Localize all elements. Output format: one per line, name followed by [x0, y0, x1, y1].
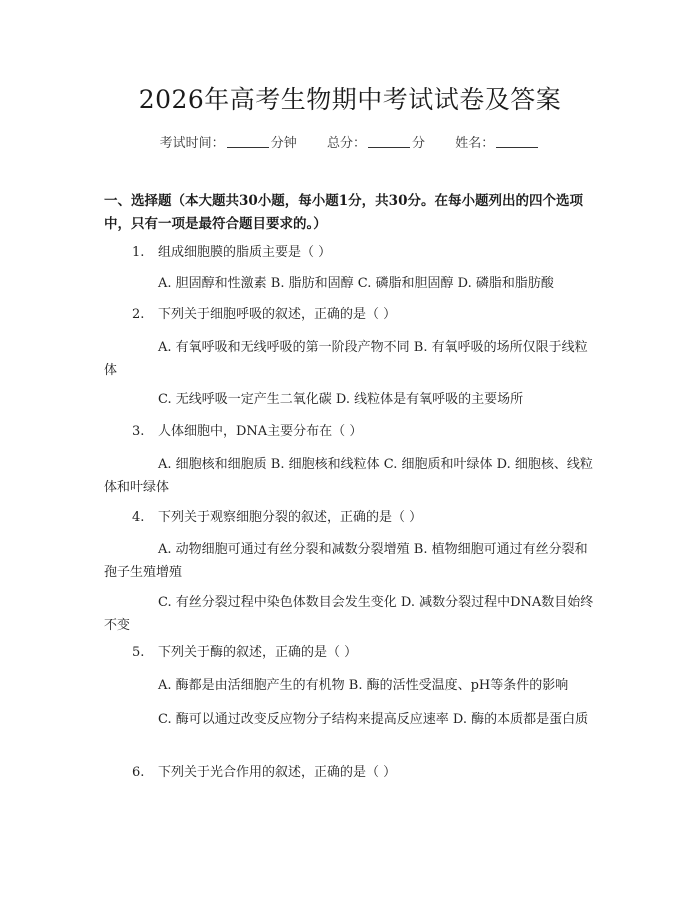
question-4-options-cd: C. 有丝分裂过程中染色体数目会发生变化 D. 减数分裂过程中DNA数目始终不变 — [104, 595, 594, 633]
question-3-options: A. 细胞核和细胞质 B. 细胞核和线粒体 C. 细胞质和叶绿体 D. 细胞核、线粒体和叶绿体 — [104, 457, 593, 495]
question-number: 5. — [132, 645, 145, 660]
question-text: 下列关于酶的叙述，正确的是（ ） — [158, 645, 358, 660]
question-5-options-cd: C. 酶可以通过改变反应物分子结构来提高反应速率 D. 酶的本质都是蛋白质 — [158, 712, 589, 727]
time-label: 考试时间： — [159, 136, 225, 151]
score-unit: 分 — [412, 136, 426, 151]
question-text: 人体细胞中，DNA主要分布在（ ） — [158, 424, 363, 439]
question-5 — [132, 642, 600, 664]
question-text: 下列关于细胞呼吸的叙述，正确的是（ ） — [158, 307, 397, 322]
exam-meta — [0, 132, 700, 151]
page-title: 2026年高考生物期中考试试卷及答案 — [138, 85, 562, 114]
question-number: 3. — [132, 424, 145, 439]
question-number: 4. — [132, 510, 145, 525]
time-blank — [227, 135, 269, 148]
question-2-options-ab: A. 有氧呼吸和无线呼吸的第一阶段产物不同 B. 有氧呼吸的场所仅限于线粒体 — [104, 340, 588, 378]
question-number: 6. — [132, 765, 145, 780]
question-1-options: A. 胆固醇和性激素 B. 脂肪和固醇 C. 磷脂和胆固醇 D. 磷脂和脂肪酸 — [158, 276, 554, 291]
section-heading: 一、选择题（本大题共30小题，每小题1分，共30分。在每小题列出的四个选项中，只有一项是最符合题目要求的。） — [104, 193, 583, 232]
question-6 — [132, 762, 600, 784]
time-unit: 分钟 — [270, 136, 297, 151]
name-label: 姓名： — [455, 136, 495, 151]
question-5-options-ab: A. 酶都是由活细胞产生的有机物 B. 酶的活性受温度、pH等条件的影响 — [158, 678, 569, 693]
question-text: 组成细胞膜的脂质主要是（ ） — [158, 245, 332, 260]
score-label: 总分： — [326, 136, 366, 151]
question-number: 1. — [132, 245, 145, 260]
question-text: 下列关于观察细胞分裂的叙述，正确的是（ ） — [158, 510, 423, 525]
question-4-options-ab: A. 动物细胞可通过有丝分裂和减数分裂增殖 B. 植物细胞可通过有丝分裂和孢子生殖增殖 — [104, 542, 588, 580]
question-3 — [132, 421, 600, 443]
question-4 — [132, 507, 600, 529]
question-text: 下列关于光合作用的叙述，正确的是（ ） — [158, 765, 397, 780]
score-blank — [368, 135, 410, 148]
question-number: 2. — [132, 307, 145, 322]
name-blank — [496, 135, 538, 148]
question-2-options-cd: C. 无线呼吸一定产生二氧化碳 D. 线粒体是有氧呼吸的主要场所 — [158, 392, 524, 407]
question-2 — [132, 304, 600, 326]
question-1 — [132, 242, 600, 264]
